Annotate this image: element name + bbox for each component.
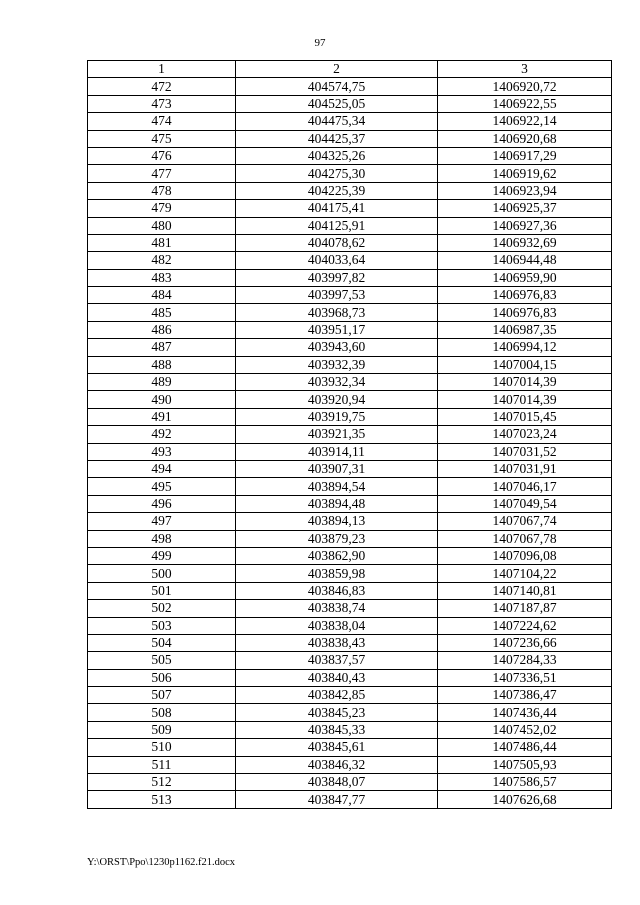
column-header-3: 3 [438,61,612,78]
point-number-cell: 498 [88,530,236,547]
x-coordinate-cell: 404574,75 [236,78,438,95]
y-coordinate-cell: 1407067,78 [438,530,612,547]
point-number-cell: 494 [88,460,236,477]
y-coordinate-cell: 1406922,55 [438,95,612,112]
table-row [88,530,612,547]
x-coordinate-cell: 403845,23 [236,704,438,721]
point-number-cell: 480 [88,217,236,234]
table-row [88,356,612,373]
y-coordinate-cell: 1407452,02 [438,721,612,738]
x-coordinate-cell: 403920,94 [236,391,438,408]
table-row [88,304,612,321]
table-row [88,234,612,251]
y-coordinate-cell: 1407187,87 [438,600,612,617]
table-row [88,739,612,756]
y-coordinate-cell: 1406922,14 [438,113,612,130]
footer-file-path: Y:\ORST\Ppo\1230p1162.f21.docx [87,857,235,868]
point-number-cell: 481 [88,234,236,251]
point-number-cell: 511 [88,756,236,773]
y-coordinate-cell: 1406920,68 [438,130,612,147]
table-row [88,78,612,95]
x-coordinate-cell: 404475,34 [236,113,438,130]
x-coordinate-cell: 404078,62 [236,234,438,251]
x-coordinate-cell: 403907,31 [236,460,438,477]
point-number-cell: 478 [88,182,236,199]
point-number-cell: 472 [88,78,236,95]
y-coordinate-cell: 1407505,93 [438,756,612,773]
x-coordinate-cell: 404425,37 [236,130,438,147]
y-coordinate-cell: 1407014,39 [438,391,612,408]
y-coordinate-cell: 1407284,33 [438,652,612,669]
table-row [88,478,612,495]
point-number-cell: 493 [88,443,236,460]
x-coordinate-cell: 403847,77 [236,791,438,808]
y-coordinate-cell: 1406932,69 [438,234,612,251]
y-coordinate-cell: 1407049,54 [438,495,612,512]
y-coordinate-cell: 1406919,62 [438,165,612,182]
x-coordinate-cell: 403894,48 [236,495,438,512]
y-coordinate-cell: 1407140,81 [438,582,612,599]
x-coordinate-cell: 403846,32 [236,756,438,773]
x-coordinate-cell: 403845,33 [236,721,438,738]
table-row [88,704,612,721]
y-coordinate-cell: 1407236,66 [438,634,612,651]
x-coordinate-cell: 403968,73 [236,304,438,321]
point-number-cell: 501 [88,582,236,599]
point-number-cell: 479 [88,200,236,217]
x-coordinate-cell: 404275,30 [236,165,438,182]
y-coordinate-cell: 1406959,90 [438,269,612,286]
point-number-cell: 492 [88,426,236,443]
x-coordinate-cell: 403837,57 [236,652,438,669]
x-coordinate-cell: 403997,82 [236,269,438,286]
point-number-cell: 506 [88,669,236,686]
x-coordinate-cell: 403932,39 [236,356,438,373]
y-coordinate-cell: 1407586,57 [438,774,612,791]
table-row [88,721,612,738]
point-number-cell: 486 [88,321,236,338]
point-number-cell: 512 [88,774,236,791]
x-coordinate-cell: 403838,04 [236,617,438,634]
x-coordinate-cell: 403859,98 [236,565,438,582]
point-number-cell: 485 [88,304,236,321]
table-row [88,426,612,443]
x-coordinate-cell: 403919,75 [236,408,438,425]
point-number-cell: 474 [88,113,236,130]
x-coordinate-cell: 403921,35 [236,426,438,443]
table-row [88,565,612,582]
x-coordinate-cell: 403845,61 [236,739,438,756]
x-coordinate-cell: 403838,74 [236,600,438,617]
table-row [88,617,612,634]
table-row [88,443,612,460]
point-number-cell: 484 [88,287,236,304]
point-number-cell: 505 [88,652,236,669]
table-row [88,687,612,704]
point-number-cell: 475 [88,130,236,147]
table-row [88,582,612,599]
x-coordinate-cell: 403842,85 [236,687,438,704]
table-row [88,147,612,164]
point-number-cell: 499 [88,547,236,564]
x-coordinate-cell: 403951,17 [236,321,438,338]
table-row [88,791,612,808]
point-number-cell: 488 [88,356,236,373]
table-row [88,374,612,391]
y-coordinate-cell: 1407014,39 [438,374,612,391]
y-coordinate-cell: 1407031,91 [438,460,612,477]
y-coordinate-cell: 1407031,52 [438,443,612,460]
point-number-cell: 476 [88,147,236,164]
y-coordinate-cell: 1406927,36 [438,217,612,234]
y-coordinate-cell: 1407104,22 [438,565,612,582]
table-body [88,78,612,808]
point-number-cell: 497 [88,513,236,530]
table-row [88,321,612,338]
point-number-cell: 482 [88,252,236,269]
column-header-2: 2 [236,61,438,78]
table-row [88,200,612,217]
point-number-cell: 487 [88,339,236,356]
x-coordinate-cell: 403846,83 [236,582,438,599]
x-coordinate-cell: 403838,43 [236,634,438,651]
table-row [88,756,612,773]
y-coordinate-cell: 1407386,47 [438,687,612,704]
y-coordinate-cell: 1406923,94 [438,182,612,199]
point-number-cell: 508 [88,704,236,721]
table-row [88,217,612,234]
table-row [88,165,612,182]
y-coordinate-cell: 1407023,24 [438,426,612,443]
point-number-cell: 504 [88,634,236,651]
table-row [88,495,612,512]
point-number-cell: 491 [88,408,236,425]
point-number-cell: 477 [88,165,236,182]
point-number-cell: 509 [88,721,236,738]
point-number-cell: 510 [88,739,236,756]
point-number-cell: 500 [88,565,236,582]
table-row [88,634,612,651]
point-number-cell: 489 [88,374,236,391]
point-number-cell: 496 [88,495,236,512]
y-coordinate-cell: 1406976,83 [438,287,612,304]
table-header-row [88,61,612,78]
y-coordinate-cell: 1406987,35 [438,321,612,338]
y-coordinate-cell: 1406917,29 [438,147,612,164]
x-coordinate-cell: 403932,34 [236,374,438,391]
y-coordinate-cell: 1406994,12 [438,339,612,356]
x-coordinate-cell: 403894,13 [236,513,438,530]
y-coordinate-cell: 1407486,44 [438,739,612,756]
x-coordinate-cell: 403862,90 [236,547,438,564]
y-coordinate-cell: 1407015,45 [438,408,612,425]
table-row [88,460,612,477]
point-number-cell: 483 [88,269,236,286]
x-coordinate-cell: 403894,54 [236,478,438,495]
y-coordinate-cell: 1407046,17 [438,478,612,495]
point-number-cell: 490 [88,391,236,408]
table-row [88,408,612,425]
table-row [88,669,612,686]
table-row [88,391,612,408]
x-coordinate-cell: 403848,07 [236,774,438,791]
x-coordinate-cell: 403840,43 [236,669,438,686]
table-row [88,182,612,199]
table-row [88,130,612,147]
y-coordinate-cell: 1407436,44 [438,704,612,721]
table-row [88,774,612,791]
column-header-1: 1 [88,61,236,78]
x-coordinate-cell: 403879,23 [236,530,438,547]
y-coordinate-cell: 1406944,48 [438,252,612,269]
table-row [88,269,612,286]
table-row [88,287,612,304]
x-coordinate-cell: 403943,60 [236,339,438,356]
table-row [88,252,612,269]
table-row [88,339,612,356]
point-number-cell: 513 [88,791,236,808]
x-coordinate-cell: 403997,53 [236,287,438,304]
table-row [88,513,612,530]
y-coordinate-cell: 1407626,68 [438,791,612,808]
y-coordinate-cell: 1407336,51 [438,669,612,686]
coordinates-table [87,60,612,809]
x-coordinate-cell: 404125,91 [236,217,438,234]
table-row [88,547,612,564]
y-coordinate-cell: 1406920,72 [438,78,612,95]
x-coordinate-cell: 404033,64 [236,252,438,269]
point-number-cell: 495 [88,478,236,495]
x-coordinate-cell: 403914,11 [236,443,438,460]
table-row [88,95,612,112]
point-number-cell: 502 [88,600,236,617]
point-number-cell: 507 [88,687,236,704]
y-coordinate-cell: 1406925,37 [438,200,612,217]
page-number: 97 [314,37,326,49]
y-coordinate-cell: 1406976,83 [438,304,612,321]
y-coordinate-cell: 1407004,15 [438,356,612,373]
point-number-cell: 503 [88,617,236,634]
table-row [88,652,612,669]
x-coordinate-cell: 404175,41 [236,200,438,217]
table-row [88,113,612,130]
y-coordinate-cell: 1407067,74 [438,513,612,530]
y-coordinate-cell: 1407224,62 [438,617,612,634]
point-number-cell: 473 [88,95,236,112]
x-coordinate-cell: 404225,39 [236,182,438,199]
table-row [88,600,612,617]
x-coordinate-cell: 404525,05 [236,95,438,112]
x-coordinate-cell: 404325,26 [236,147,438,164]
y-coordinate-cell: 1407096,08 [438,547,612,564]
